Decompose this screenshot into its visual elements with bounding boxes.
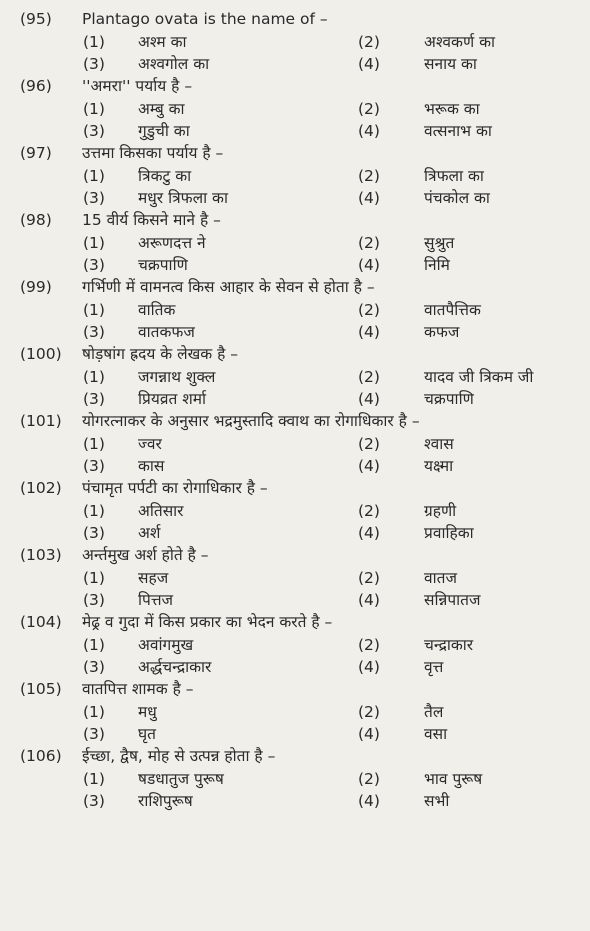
question-number: (97) [20, 144, 52, 162]
option-number: (3) [83, 390, 105, 408]
option-row [0, 790, 590, 812]
question-text: अर्न्तमुख अर्श होते है – [82, 546, 209, 564]
option-number: (2) [358, 167, 380, 185]
option-text: अर्द्धचन्द्राकार [138, 658, 212, 676]
option-text: षडधातुज पुरूष [138, 770, 224, 788]
option-text: सुश्रुत [424, 234, 455, 252]
option-number: (2) [358, 368, 380, 386]
option-number: (2) [358, 100, 380, 118]
option-text: श्वास [424, 435, 454, 453]
option-number: (2) [358, 770, 380, 788]
option-row [0, 31, 590, 53]
question-block [0, 343, 590, 410]
question-block [0, 544, 590, 611]
option-number: (1) [83, 569, 105, 587]
option-number: (2) [358, 636, 380, 654]
question-line [0, 611, 590, 634]
question-text: षोड़षांग ह्रदय के लेखक है – [82, 345, 239, 363]
option-row [0, 455, 590, 477]
option-text: भरूक का [424, 100, 480, 118]
option-row [0, 53, 590, 75]
question-number: (101) [20, 412, 62, 430]
question-block [0, 75, 590, 142]
option-number: (3) [83, 55, 105, 73]
option-text: वातकफज [138, 323, 195, 341]
question-block [0, 209, 590, 276]
option-text: सहज [138, 569, 169, 587]
question-line [0, 343, 590, 366]
option-text: त्रिफला का [424, 167, 484, 185]
option-number: (3) [83, 189, 105, 207]
option-text: राशिपुरूष [138, 792, 193, 810]
option-number: (4) [358, 122, 380, 140]
option-row [0, 656, 590, 678]
option-row [0, 723, 590, 745]
option-text: वृत्त [424, 658, 444, 676]
option-text: प्रियव्रत शर्मा [138, 390, 207, 408]
option-row [0, 321, 590, 343]
option-row [0, 701, 590, 723]
question-line [0, 142, 590, 165]
option-text: घृत [138, 725, 156, 743]
question-line [0, 75, 590, 98]
question-block [0, 678, 590, 745]
option-text: जगन्नाथ शुक्ल [138, 368, 216, 386]
option-row [0, 589, 590, 611]
question-text: योगरत्नाकर के अनुसार भद्रमुस्तादि क्वाथ का रोगाधिकार है – [82, 412, 420, 430]
question-line [0, 745, 590, 768]
option-row [0, 165, 590, 187]
option-text: अम्बु का [138, 100, 185, 118]
option-number: (4) [358, 55, 380, 73]
option-number: (4) [358, 658, 380, 676]
option-text: ज्वर [138, 435, 162, 453]
option-text: चन्द्राकार [424, 636, 474, 654]
option-number: (4) [358, 457, 380, 475]
option-number: (2) [358, 703, 380, 721]
option-number: (3) [83, 792, 105, 810]
question-text: गर्भिणी में वामनत्व किस आहार के सेवन से होता है – [82, 278, 375, 296]
option-text: मधु [138, 703, 157, 721]
option-number: (1) [83, 368, 105, 386]
option-row [0, 433, 590, 455]
option-text: तैल [424, 703, 444, 721]
question-number: (106) [20, 747, 62, 765]
question-number: (95) [20, 10, 52, 28]
question-number: (98) [20, 211, 52, 229]
option-row [0, 232, 590, 254]
option-number: (4) [358, 591, 380, 609]
question-line [0, 8, 590, 31]
option-text: ग्रहणी [424, 502, 457, 520]
question-text: वातपित्त शामक है – [82, 680, 194, 698]
question-number: (103) [20, 546, 62, 564]
option-text: चक्रपाणि [138, 256, 188, 274]
option-text: सन्निपातज [424, 591, 481, 609]
option-number: (1) [83, 33, 105, 51]
option-text: वत्सनाभ का [424, 122, 492, 140]
option-text: वातपैत्तिक [424, 301, 481, 319]
question-text: ईच्छा, द्वैष, मोह से उत्पन्न होता है – [82, 747, 276, 765]
question-block [0, 276, 590, 343]
question-text: उत्तमा किसका पर्याय है – [82, 144, 224, 162]
option-text: निमि [424, 256, 450, 274]
option-number: (2) [358, 569, 380, 587]
option-text: भाव पुरूष [424, 770, 483, 788]
question-block [0, 611, 590, 678]
question-line [0, 544, 590, 567]
option-number: (3) [83, 658, 105, 676]
option-text: सभी [424, 792, 450, 810]
option-number: (3) [83, 256, 105, 274]
option-number: (4) [358, 256, 380, 274]
option-row [0, 120, 590, 142]
question-number: (100) [20, 345, 62, 363]
option-text: अतिसार [138, 502, 184, 520]
option-number: (3) [83, 725, 105, 743]
option-row [0, 634, 590, 656]
option-number: (1) [83, 234, 105, 252]
option-number: (4) [358, 524, 380, 542]
question-line [0, 276, 590, 299]
question-text: मेढ्र व गुदा में किस प्रकार का भेदन करते है – [82, 613, 333, 631]
option-number: (4) [358, 792, 380, 810]
option-number: (1) [83, 435, 105, 453]
option-row [0, 768, 590, 790]
option-text: अश्म का [138, 33, 187, 51]
option-number: (1) [83, 703, 105, 721]
option-number: (2) [358, 301, 380, 319]
option-number: (1) [83, 502, 105, 520]
option-text: पंचकोल का [424, 189, 490, 207]
option-text: वसा [424, 725, 448, 743]
option-number: (4) [358, 725, 380, 743]
option-number: (2) [358, 33, 380, 51]
question-line [0, 410, 590, 433]
question-block [0, 477, 590, 544]
option-row [0, 98, 590, 120]
option-number: (3) [83, 457, 105, 475]
option-text: सनाय का [424, 55, 477, 73]
option-row [0, 254, 590, 276]
question-line [0, 678, 590, 701]
option-text: चक्रपाणि [424, 390, 474, 408]
option-text: त्रिकटु का [138, 167, 192, 185]
question-number: (96) [20, 77, 52, 95]
question-block [0, 8, 590, 75]
option-number: (3) [83, 323, 105, 341]
option-number: (1) [83, 167, 105, 185]
question-block [0, 142, 590, 209]
option-row [0, 366, 590, 388]
option-text: वातज [424, 569, 457, 587]
question-block [0, 410, 590, 477]
question-text: Plantago ovata is the name of – [82, 10, 328, 28]
question-number: (104) [20, 613, 62, 631]
option-number: (1) [83, 770, 105, 788]
option-number: (2) [358, 234, 380, 252]
option-text: यक्ष्मा [424, 457, 454, 475]
option-text: कास [138, 457, 165, 475]
question-number: (105) [20, 680, 62, 698]
option-number: (3) [83, 524, 105, 542]
question-number: (99) [20, 278, 52, 296]
option-number: (2) [358, 502, 380, 520]
option-text: अश्वकर्ण का [424, 33, 496, 51]
option-text: अरूणदत्त ने [138, 234, 206, 252]
option-text: अश्वगोल का [138, 55, 210, 73]
option-row [0, 187, 590, 209]
option-number: (1) [83, 301, 105, 319]
option-text: अर्श [138, 524, 161, 542]
option-number: (1) [83, 636, 105, 654]
option-text: कफज [424, 323, 460, 341]
option-number: (4) [358, 323, 380, 341]
question-line [0, 477, 590, 500]
option-number: (3) [83, 122, 105, 140]
question-line [0, 209, 590, 232]
question-block [0, 745, 590, 812]
option-text: प्रवाहिका [424, 524, 474, 542]
option-number: (3) [83, 591, 105, 609]
option-text: मधुर त्रिफला का [138, 189, 228, 207]
question-number: (102) [20, 479, 62, 497]
option-number: (4) [358, 189, 380, 207]
option-text: अवांगमुख [138, 636, 194, 654]
option-text: वातिक [138, 301, 176, 319]
option-number: (4) [358, 390, 380, 408]
option-text: गुडुची का [138, 122, 190, 140]
option-row [0, 522, 590, 544]
option-row [0, 567, 590, 589]
option-row [0, 299, 590, 321]
option-number: (2) [358, 435, 380, 453]
question-text: 15 वीर्य किसने माने है – [82, 211, 221, 229]
question-text: ''अमरा'' पर्याय है – [82, 77, 193, 95]
option-number: (1) [83, 100, 105, 118]
option-text: पित्तज [138, 591, 174, 609]
question-text: पंचामृत पर्पटी का रोगाधिकार है – [82, 479, 268, 497]
option-text: यादव जी त्रिकम जी [424, 368, 534, 386]
option-row [0, 500, 590, 522]
option-row [0, 388, 590, 410]
